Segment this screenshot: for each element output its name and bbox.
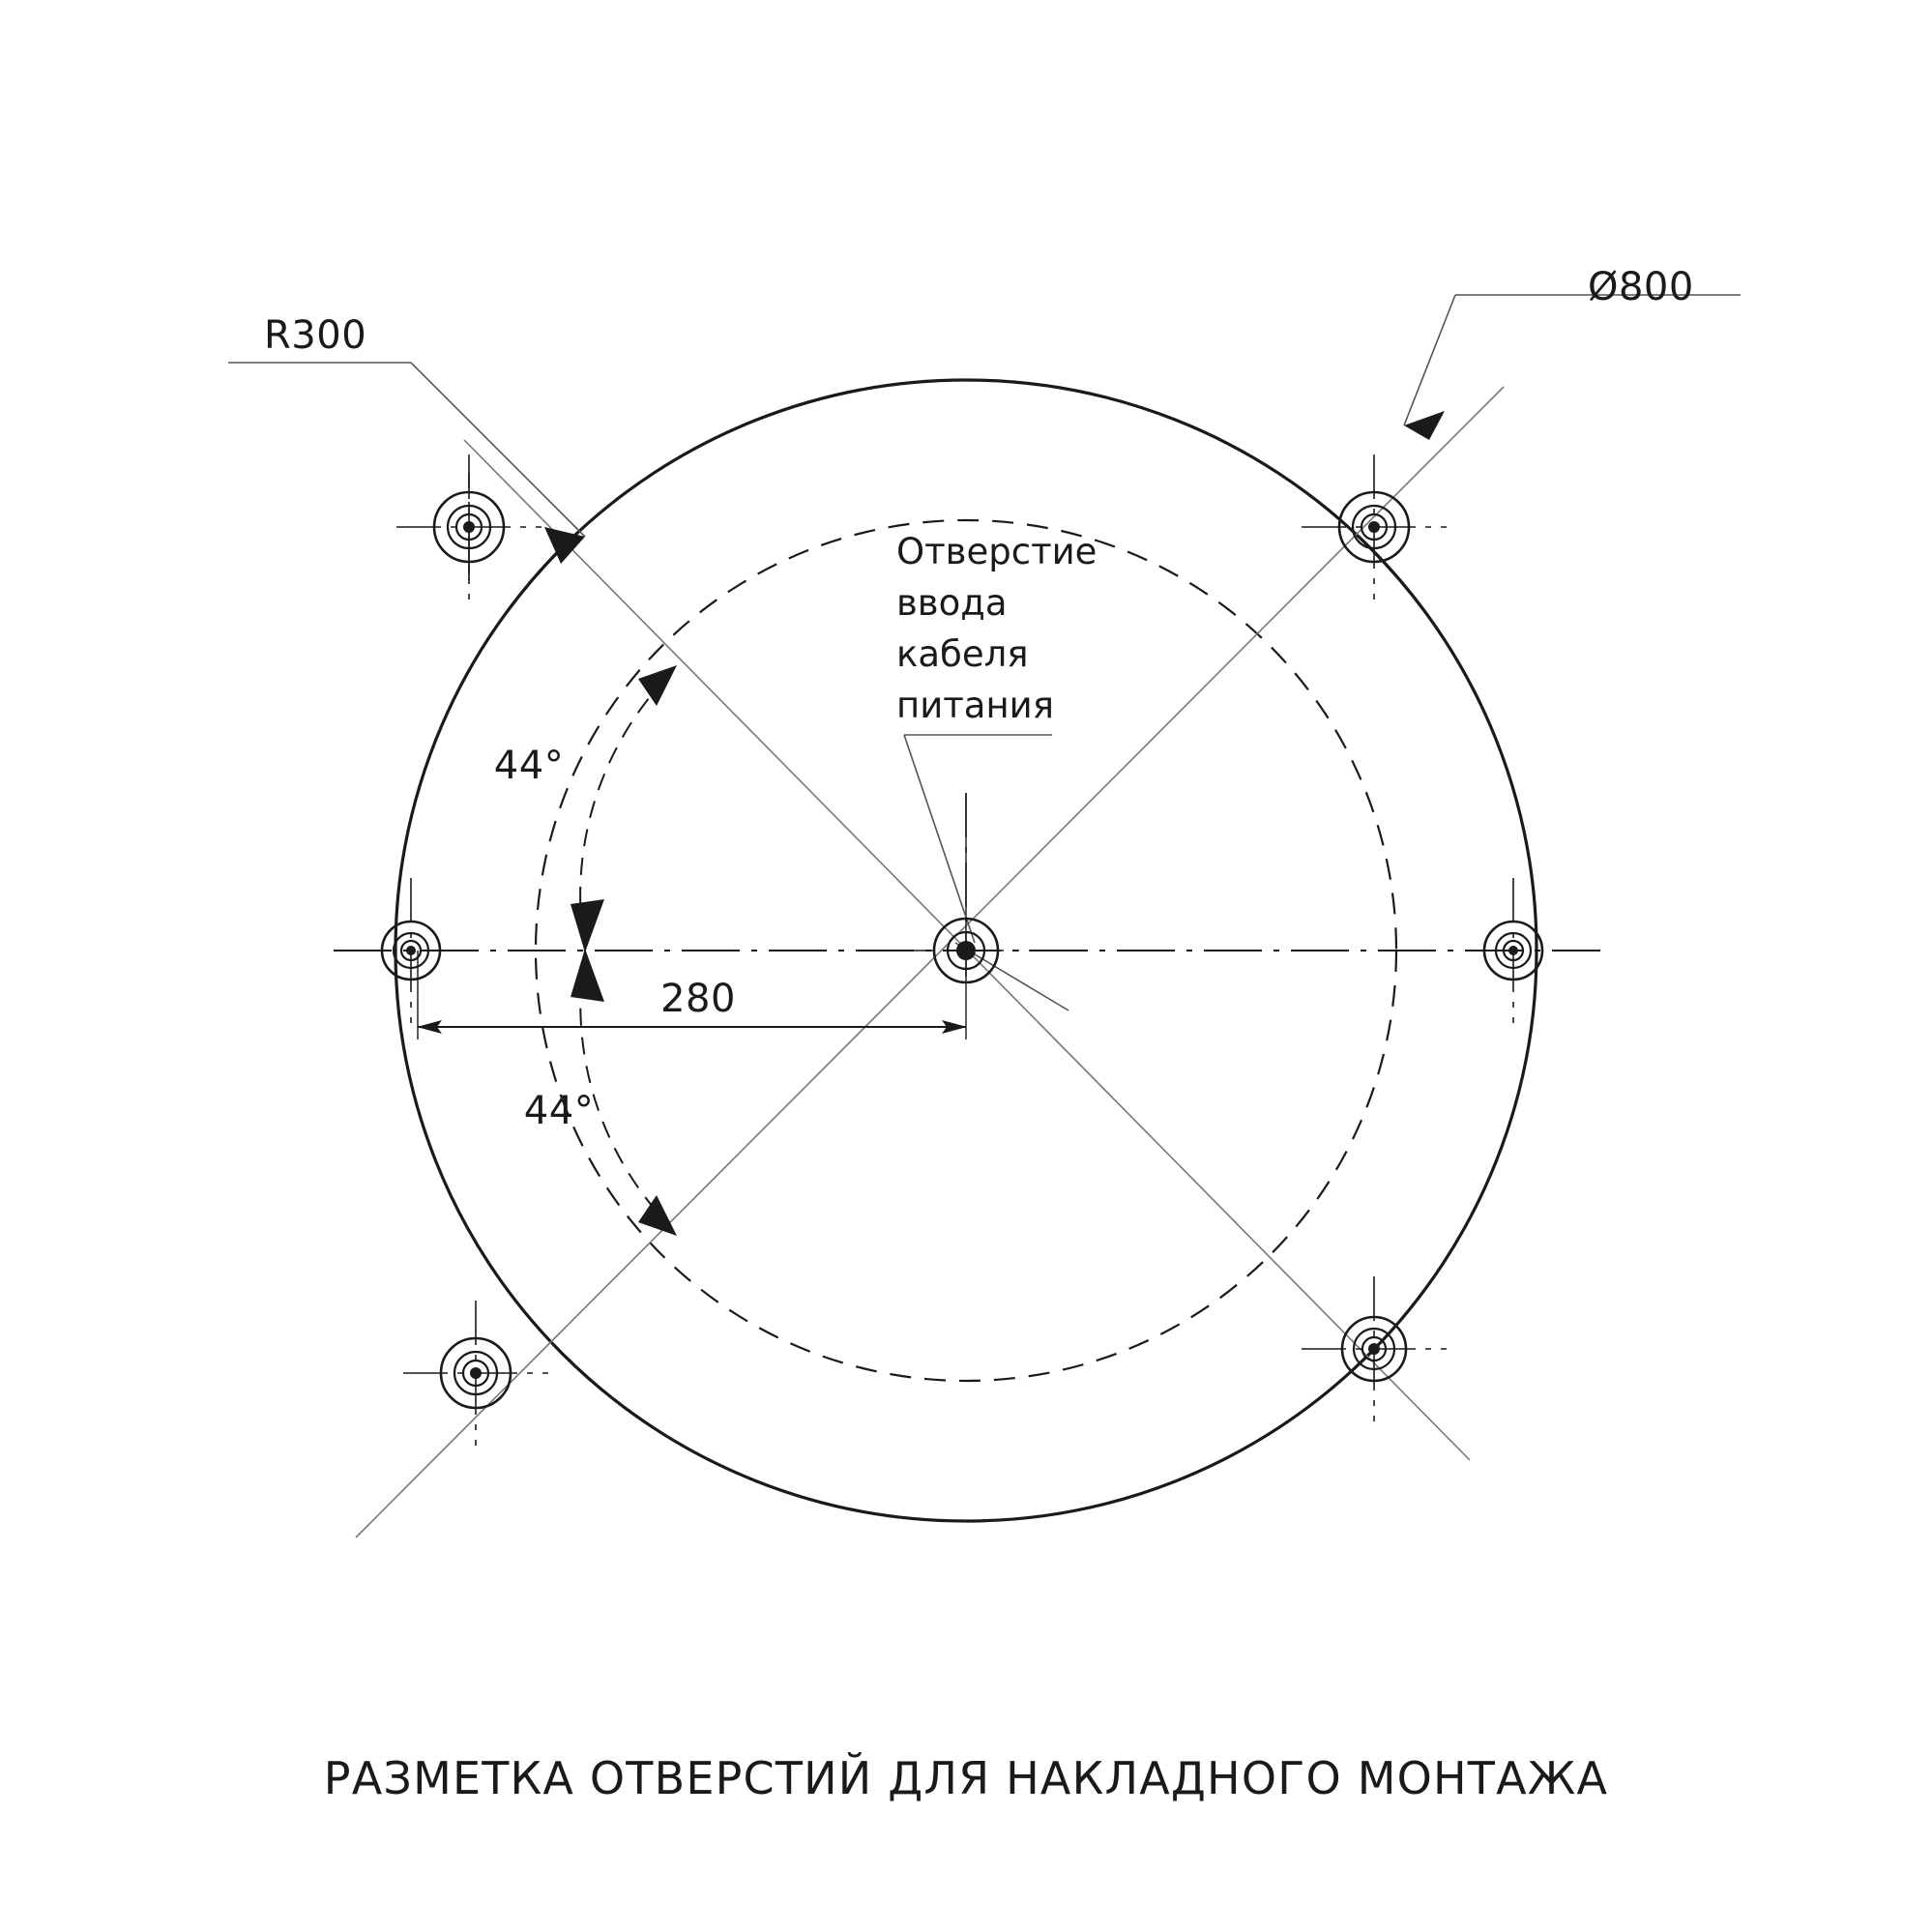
note-line-3: кабеля bbox=[896, 633, 1029, 675]
label-outer-diameter: Ø800 bbox=[1588, 265, 1694, 309]
label-angle-lower: 44° bbox=[523, 1089, 595, 1133]
mounting-hole-upper-left bbox=[396, 454, 542, 600]
label-dimension-280: 280 bbox=[660, 977, 736, 1021]
mounting-hole-lower-left bbox=[403, 1301, 548, 1446]
note-line-1: Отверстие bbox=[896, 531, 1098, 572]
drawing-caption: РАЗМЕТКА ОТВЕРСТИЙ ДЛЯ НАКЛАДНОГО МОНТАЖА bbox=[323, 1752, 1609, 1804]
angle-arc-upper bbox=[571, 665, 677, 952]
label-angle-upper: 44° bbox=[493, 744, 565, 788]
leader-bolt-radius bbox=[228, 363, 585, 564]
note-cable-entry bbox=[896, 531, 1097, 726]
leader-outer-diameter bbox=[1404, 295, 1741, 440]
mounting-hole-lower-right bbox=[1302, 1276, 1447, 1421]
center-cable-entry-hole bbox=[890, 793, 1044, 982]
label-bolt-circle-radius: R300 bbox=[264, 313, 367, 358]
note-line-4: питания bbox=[896, 685, 1054, 726]
note-line-2: ввода bbox=[896, 582, 1008, 624]
mounting-hole-upper-right bbox=[1302, 454, 1447, 600]
